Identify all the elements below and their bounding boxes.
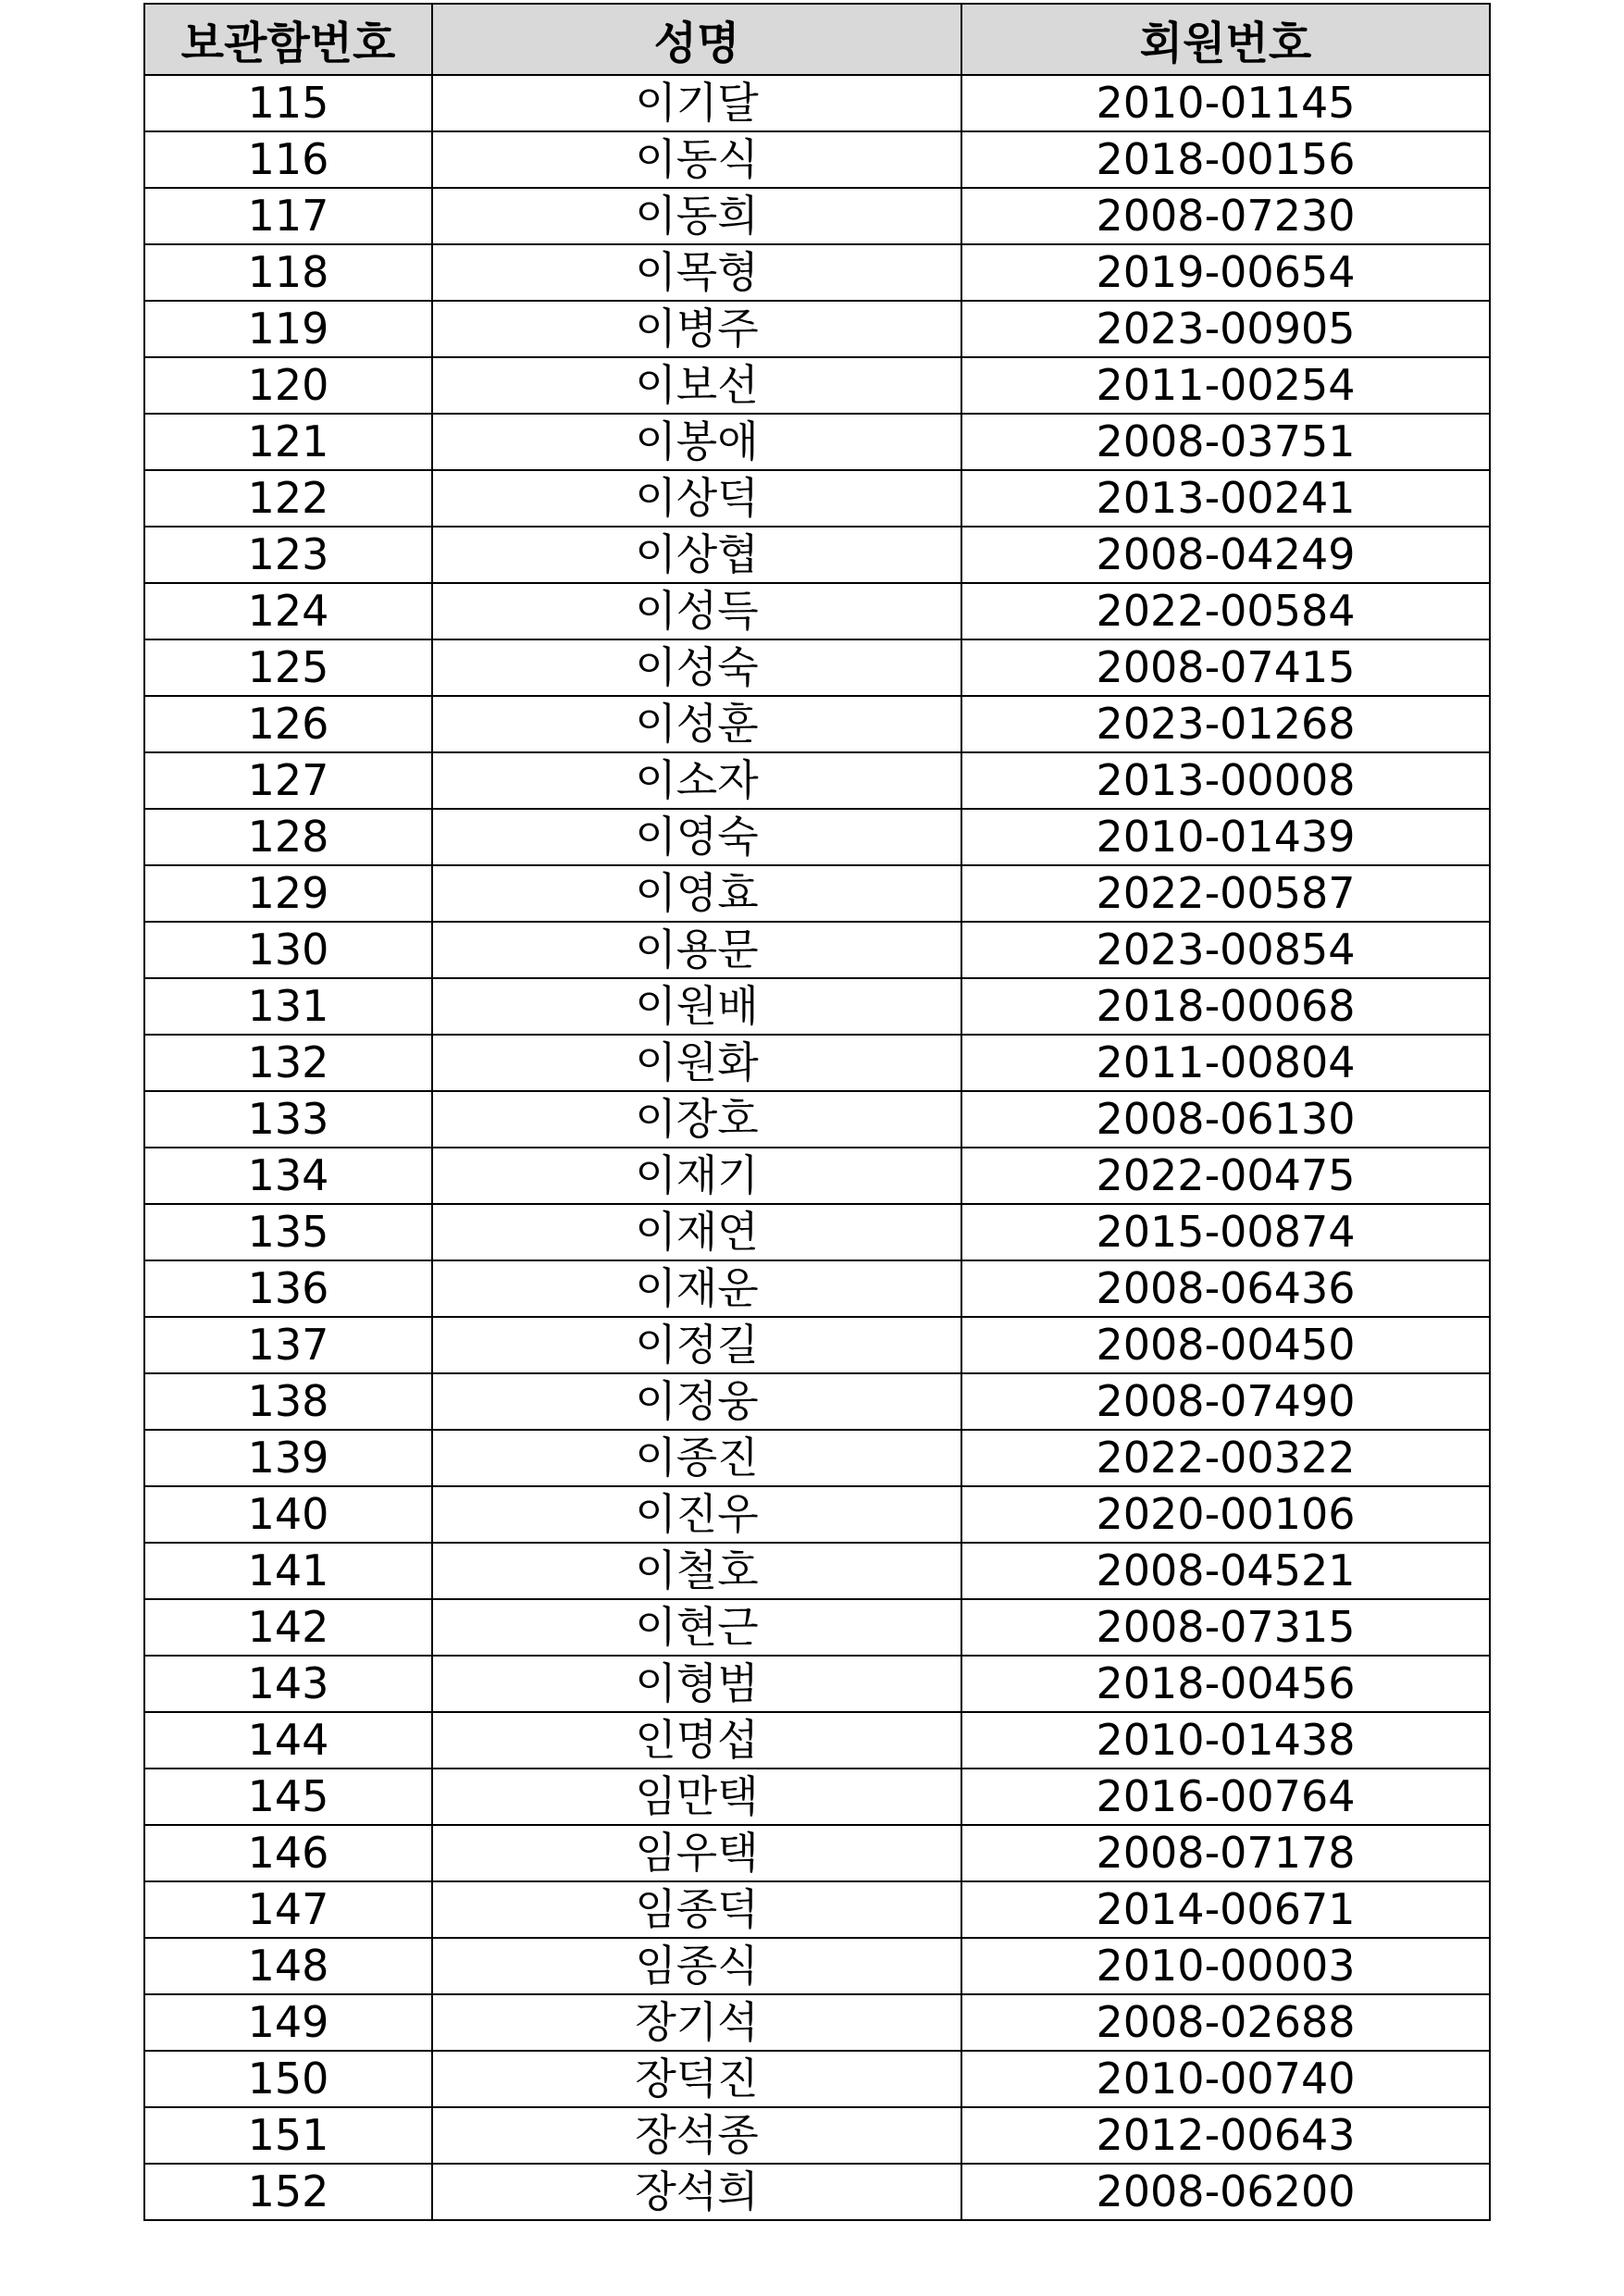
locker-number-cell: 151 [144, 2107, 432, 2164]
name-cell: 이목형 [432, 244, 961, 301]
name-cell: 이현근 [432, 1599, 961, 1656]
member-number-cell: 2008-04521 [961, 1543, 1490, 1599]
name-cell: 이영숙 [432, 809, 961, 865]
locker-number-cell: 147 [144, 1881, 432, 1938]
member-number-cell: 2008-07490 [961, 1373, 1490, 1430]
name-cell: 이상덕 [432, 470, 961, 527]
table-row [144, 1825, 1490, 1881]
locker-number-cell: 141 [144, 1543, 432, 1599]
name-cell: 장덕진 [432, 2051, 961, 2107]
name-cell: 이상협 [432, 527, 961, 583]
name-cell: 이소자 [432, 752, 961, 809]
table-row [144, 809, 1490, 865]
member-number-cell: 2018-00156 [961, 131, 1490, 188]
locker-number-cell: 138 [144, 1373, 432, 1430]
table-row [144, 1091, 1490, 1148]
name-cell: 이재연 [432, 1204, 961, 1260]
name-cell: 장석희 [432, 2164, 961, 2220]
table-row [144, 188, 1490, 244]
locker-number-cell: 129 [144, 865, 432, 922]
header-row [144, 4, 1490, 75]
locker-number-cell: 146 [144, 1825, 432, 1881]
locker-number-cell: 139 [144, 1430, 432, 1486]
member-number-cell: 2008-06200 [961, 2164, 1490, 2220]
locker-number-cell: 131 [144, 978, 432, 1035]
member-number-cell: 2020-00106 [961, 1486, 1490, 1543]
member-number-cell: 2023-00905 [961, 301, 1490, 357]
table-row [144, 1204, 1490, 1260]
name-cell: 이원배 [432, 978, 961, 1035]
table-row [144, 583, 1490, 639]
member-number-cell: 2008-04249 [961, 527, 1490, 583]
locker-number-cell: 133 [144, 1091, 432, 1148]
locker-number-cell: 127 [144, 752, 432, 809]
locker-number-cell: 121 [144, 414, 432, 470]
name-cell: 임종덕 [432, 1881, 961, 1938]
name-cell: 이성득 [432, 583, 961, 639]
member-number-cell: 2008-06130 [961, 1091, 1490, 1148]
name-cell: 이보선 [432, 357, 961, 414]
table-row [144, 1938, 1490, 1994]
header-locker-number: 보관함번호 [144, 4, 432, 75]
member-number-cell: 2019-00654 [961, 244, 1490, 301]
name-cell: 장기석 [432, 1994, 961, 2051]
name-cell: 이성숙 [432, 639, 961, 696]
name-cell: 이철호 [432, 1543, 961, 1599]
table-row [144, 527, 1490, 583]
member-number-cell: 2018-00068 [961, 978, 1490, 1035]
table-row [144, 2107, 1490, 2164]
name-cell: 이용문 [432, 922, 961, 978]
member-number-cell: 2023-00854 [961, 922, 1490, 978]
locker-number-cell: 144 [144, 1712, 432, 1769]
table-row [144, 1769, 1490, 1825]
name-cell: 이형범 [432, 1656, 961, 1712]
table-header [144, 4, 1490, 75]
name-cell: 임만택 [432, 1769, 961, 1825]
member-number-cell: 2022-00322 [961, 1430, 1490, 1486]
name-cell: 이정길 [432, 1317, 961, 1373]
member-number-cell: 2018-00456 [961, 1656, 1490, 1712]
locker-number-cell: 123 [144, 527, 432, 583]
locker-number-cell: 119 [144, 301, 432, 357]
locker-number-cell: 136 [144, 1260, 432, 1317]
table-row [144, 1430, 1490, 1486]
locker-number-cell: 128 [144, 809, 432, 865]
table-row [144, 2164, 1490, 2220]
locker-number-cell: 140 [144, 1486, 432, 1543]
locker-number-cell: 134 [144, 1148, 432, 1204]
name-cell: 이동식 [432, 131, 961, 188]
member-number-cell: 2013-00241 [961, 470, 1490, 527]
member-number-cell: 2023-01268 [961, 696, 1490, 752]
name-cell: 이정웅 [432, 1373, 961, 1430]
member-number-cell: 2008-07178 [961, 1825, 1490, 1881]
header-name: 성명 [432, 4, 961, 75]
member-number-cell: 2008-03751 [961, 414, 1490, 470]
member-number-cell: 2015-00874 [961, 1204, 1490, 1260]
name-cell: 임종식 [432, 1938, 961, 1994]
member-number-cell: 2014-00671 [961, 1881, 1490, 1938]
member-number-cell: 2008-07415 [961, 639, 1490, 696]
table-row [144, 1486, 1490, 1543]
name-cell: 이봉애 [432, 414, 961, 470]
locker-number-cell: 137 [144, 1317, 432, 1373]
table-row [144, 1881, 1490, 1938]
member-number-cell: 2010-00740 [961, 2051, 1490, 2107]
locker-number-cell: 152 [144, 2164, 432, 2220]
member-number-cell: 2010-00003 [961, 1938, 1490, 1994]
member-number-cell: 2022-00475 [961, 1148, 1490, 1204]
member-number-cell: 2022-00587 [961, 865, 1490, 922]
member-number-cell: 2008-07230 [961, 188, 1490, 244]
locker-number-cell: 132 [144, 1035, 432, 1091]
member-number-cell: 2012-00643 [961, 2107, 1490, 2164]
table-row [144, 696, 1490, 752]
table-body [144, 75, 1490, 2220]
member-number-cell: 2008-06436 [961, 1260, 1490, 1317]
name-cell: 임우택 [432, 1825, 961, 1881]
table-row [144, 1035, 1490, 1091]
locker-number-cell: 122 [144, 470, 432, 527]
table-row [144, 1543, 1490, 1599]
table-row [144, 639, 1490, 696]
name-cell: 이기달 [432, 75, 961, 131]
locker-number-cell: 130 [144, 922, 432, 978]
locker-number-cell: 148 [144, 1938, 432, 1994]
locker-number-cell: 125 [144, 639, 432, 696]
table-row [144, 75, 1490, 131]
name-cell: 이종진 [432, 1430, 961, 1486]
table-row [144, 2051, 1490, 2107]
table-row [144, 752, 1490, 809]
table-row [144, 244, 1490, 301]
member-number-cell: 2016-00764 [961, 1769, 1490, 1825]
locker-number-cell: 118 [144, 244, 432, 301]
table-row [144, 1599, 1490, 1656]
locker-table [143, 3, 1491, 2221]
locker-number-cell: 149 [144, 1994, 432, 2051]
locker-number-cell: 115 [144, 75, 432, 131]
table-row [144, 865, 1490, 922]
table-row [144, 922, 1490, 978]
table-row [144, 1148, 1490, 1204]
locker-number-cell: 150 [144, 2051, 432, 2107]
table-row [144, 1260, 1490, 1317]
locker-number-cell: 145 [144, 1769, 432, 1825]
table-row [144, 1712, 1490, 1769]
member-number-cell: 2008-02688 [961, 1994, 1490, 2051]
header-member-number: 회원번호 [961, 4, 1490, 75]
member-number-cell: 2008-07315 [961, 1599, 1490, 1656]
name-cell: 인명섭 [432, 1712, 961, 1769]
table-row [144, 978, 1490, 1035]
name-cell: 이장호 [432, 1091, 961, 1148]
locker-number-cell: 117 [144, 188, 432, 244]
member-number-cell: 2011-00804 [961, 1035, 1490, 1091]
locker-number-cell: 142 [144, 1599, 432, 1656]
name-cell: 이재기 [432, 1148, 961, 1204]
table-row [144, 1317, 1490, 1373]
table-row [144, 357, 1490, 414]
locker-number-cell: 124 [144, 583, 432, 639]
member-number-cell: 2022-00584 [961, 583, 1490, 639]
member-number-cell: 2010-01438 [961, 1712, 1490, 1769]
name-cell: 이원화 [432, 1035, 961, 1091]
name-cell: 장석종 [432, 2107, 961, 2164]
locker-number-cell: 120 [144, 357, 432, 414]
member-number-cell: 2013-00008 [961, 752, 1490, 809]
table-row [144, 131, 1490, 188]
table-row [144, 1656, 1490, 1712]
table-row [144, 1994, 1490, 2051]
name-cell: 이영효 [432, 865, 961, 922]
name-cell: 이동희 [432, 188, 961, 244]
name-cell: 이병주 [432, 301, 961, 357]
member-number-cell: 2010-01145 [961, 75, 1490, 131]
name-cell: 이성훈 [432, 696, 961, 752]
member-number-cell: 2010-01439 [961, 809, 1490, 865]
locker-number-cell: 116 [144, 131, 432, 188]
table-row [144, 414, 1490, 470]
locker-number-cell: 143 [144, 1656, 432, 1712]
table-row [144, 301, 1490, 357]
member-number-cell: 2008-00450 [961, 1317, 1490, 1373]
member-number-cell: 2011-00254 [961, 357, 1490, 414]
table-row [144, 470, 1490, 527]
name-cell: 이진우 [432, 1486, 961, 1543]
locker-number-cell: 126 [144, 696, 432, 752]
locker-number-cell: 135 [144, 1204, 432, 1260]
table-row [144, 1373, 1490, 1430]
name-cell: 이재운 [432, 1260, 961, 1317]
